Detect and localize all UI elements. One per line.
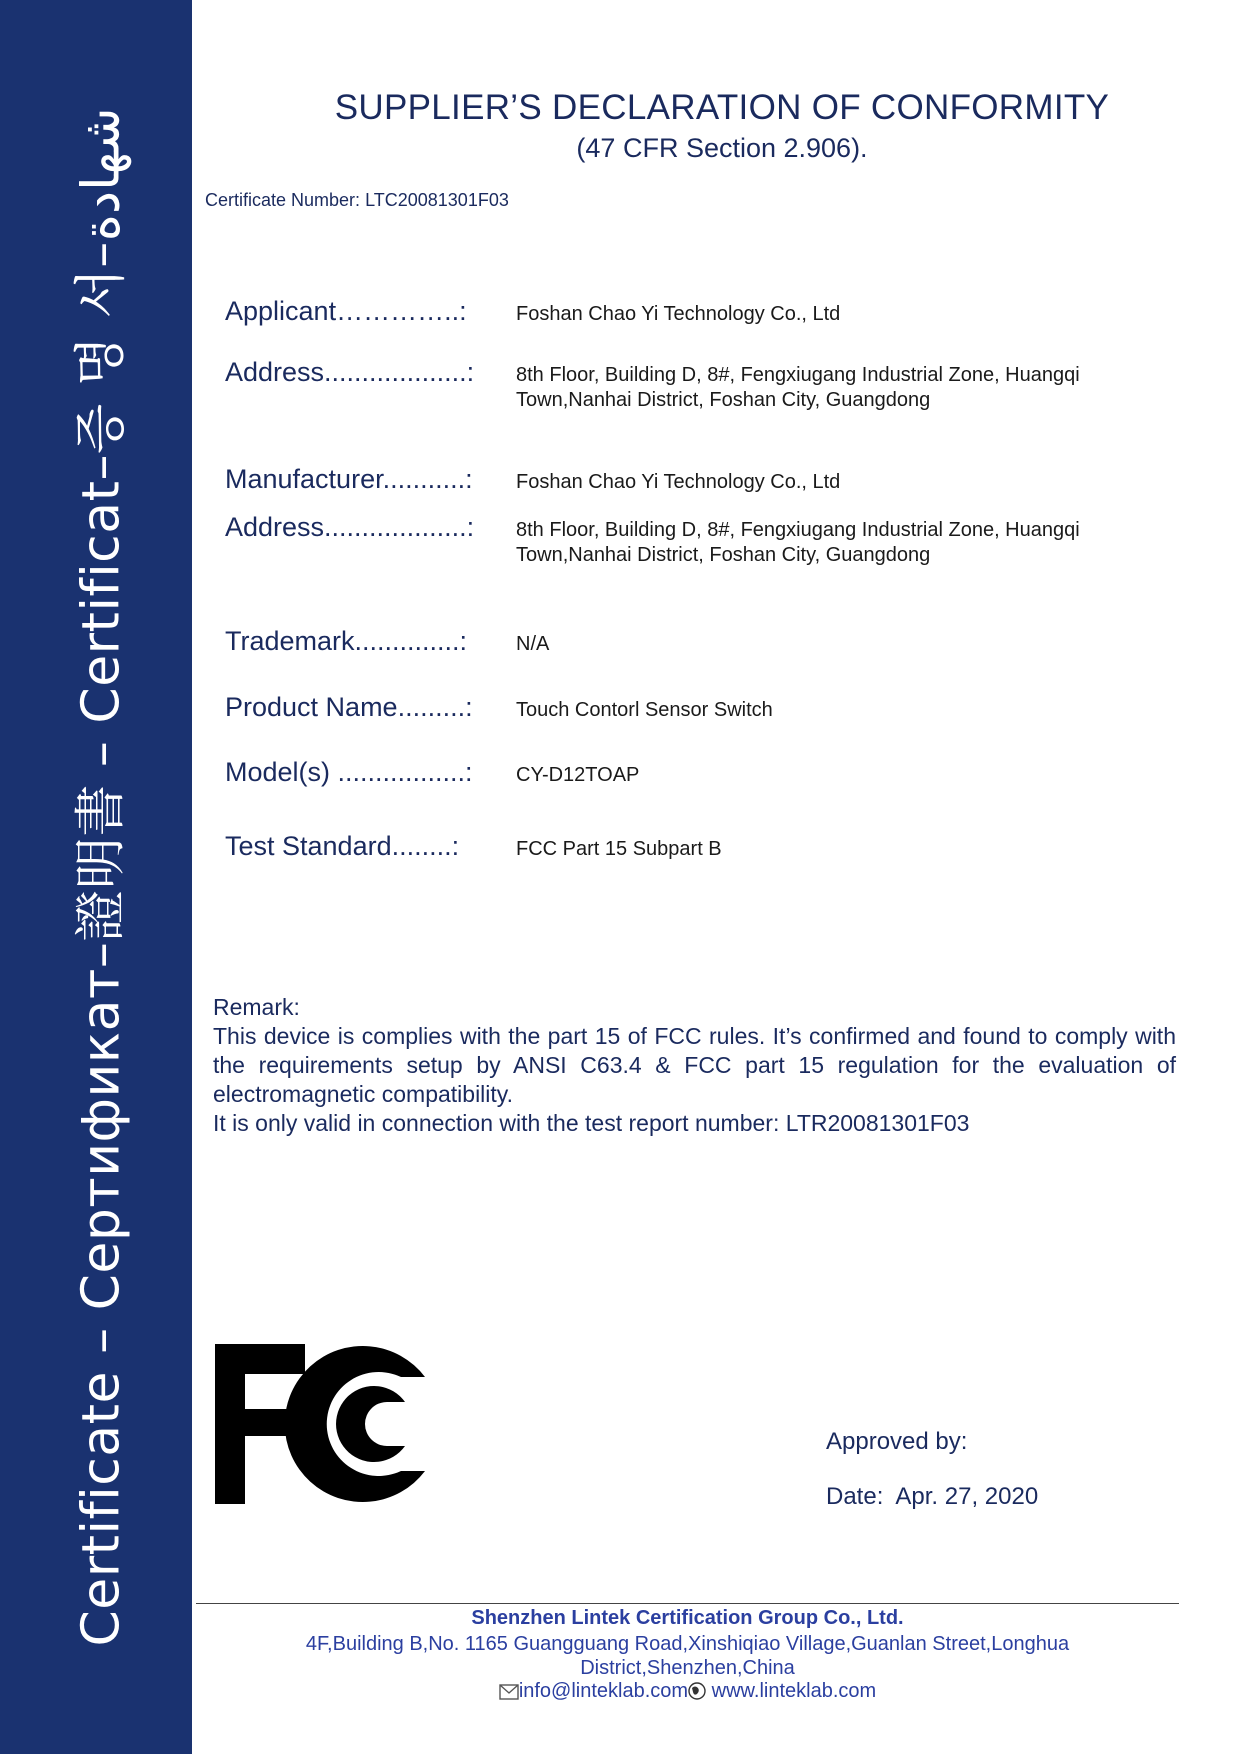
- date-label: Date:: [826, 1483, 884, 1510]
- manufacturer-address-line1: 8th Floor, Building D, 8#, Fengxiugang Industrial Zone, Huangqi: [516, 519, 1080, 541]
- footer-divider: [196, 1603, 1179, 1604]
- remark-heading: Remark:: [213, 994, 300, 1020]
- product-name-value: Touch Contorl Sensor Switch: [516, 699, 773, 721]
- trademark-value: N/A: [516, 633, 550, 655]
- footer-contact: [196, 1680, 1179, 1706]
- applicant-address-line1: 8th Floor, Building D, 8#, Fengxiugang Industrial Zone, Huangqi: [516, 364, 1080, 386]
- side-band: [0, 0, 192, 1754]
- footer-email[interactable]: info@linteklab.com: [518, 1680, 689, 1702]
- models-value: CY-D12TOAP: [516, 764, 640, 786]
- test-standard-label: Test Standard........:: [225, 831, 460, 861]
- manufacturer-address-value: [516, 518, 1176, 568]
- side-band-text: Certificate – Сертификат–證明書 – Certificat–증 명 서–شهادة: [71, 107, 132, 1647]
- approved-by-label: Approved by:: [826, 1428, 968, 1455]
- applicant-label: Applicant…………..:: [225, 296, 467, 326]
- applicant-address-line2: Town,Nanhai District, Foshan City, Guangdong: [516, 389, 931, 411]
- trademark-label: Trademark..............:: [225, 626, 468, 656]
- date-value: Apr. 27, 2020: [895, 1483, 1039, 1510]
- certificate-number-label: Certificate Number:: [205, 190, 361, 210]
- document-title: SUPPLIER’S DECLARATION OF CONFORMITY: [334, 88, 1110, 127]
- remark-validity: It is only valid in connection with the test report number: LTR20081301F03: [213, 1110, 970, 1136]
- manufacturer-address-label: Address...................:: [225, 512, 475, 542]
- footer-address-line1: 4F,Building B,No. 1165 Guangguang Road,Xinshiqiao Village,Guanlan Street,Longhua: [305, 1633, 1070, 1655]
- footer-address-line2: District,Shenzhen,China: [580, 1657, 795, 1679]
- footer-company: Shenzhen Lintek Certification Group Co., Ltd.: [471, 1607, 904, 1629]
- manufacturer-value: Foshan Chao Yi Technology Co., Ltd: [516, 471, 841, 493]
- applicant-address-value: [516, 363, 1176, 413]
- models-label: Model(s) .................:: [225, 757, 473, 787]
- certificate-number: [205, 190, 509, 211]
- test-standard-value: FCC Part 15 Subpart B: [516, 838, 722, 860]
- certificate-number-value: LTC20081301F03: [365, 190, 509, 210]
- manufacturer-address-line2: Town,Nanhai District, Foshan City, Guangdong: [516, 544, 931, 566]
- applicant-address-label: Address...................:: [225, 357, 475, 387]
- footer-address: [196, 1632, 1179, 1680]
- manufacturer-label: Manufacturer...........:: [225, 464, 473, 494]
- envelope-icon: [499, 1683, 519, 1706]
- fcc-logo: [215, 1344, 435, 1504]
- product-name-label: Product Name.........:: [225, 692, 473, 722]
- remark-body: This device is complies with the part 15 of FCC rules. It’s confirmed and found to comply with the requirements setup by ANSI C63.4 & FCC part 15 regulation for the evaluation of electromagnetic compatibility.: [213, 1023, 1176, 1107]
- approval-date: [826, 1483, 1038, 1511]
- globe-icon: [688, 1682, 706, 1706]
- document-subtitle: (47 CFR Section 2.906).: [576, 133, 868, 163]
- applicant-value: Foshan Chao Yi Technology Co., Ltd: [516, 303, 841, 325]
- footer-website[interactable]: www.linteklab.com: [711, 1680, 877, 1702]
- remark-section: [213, 993, 1176, 1138]
